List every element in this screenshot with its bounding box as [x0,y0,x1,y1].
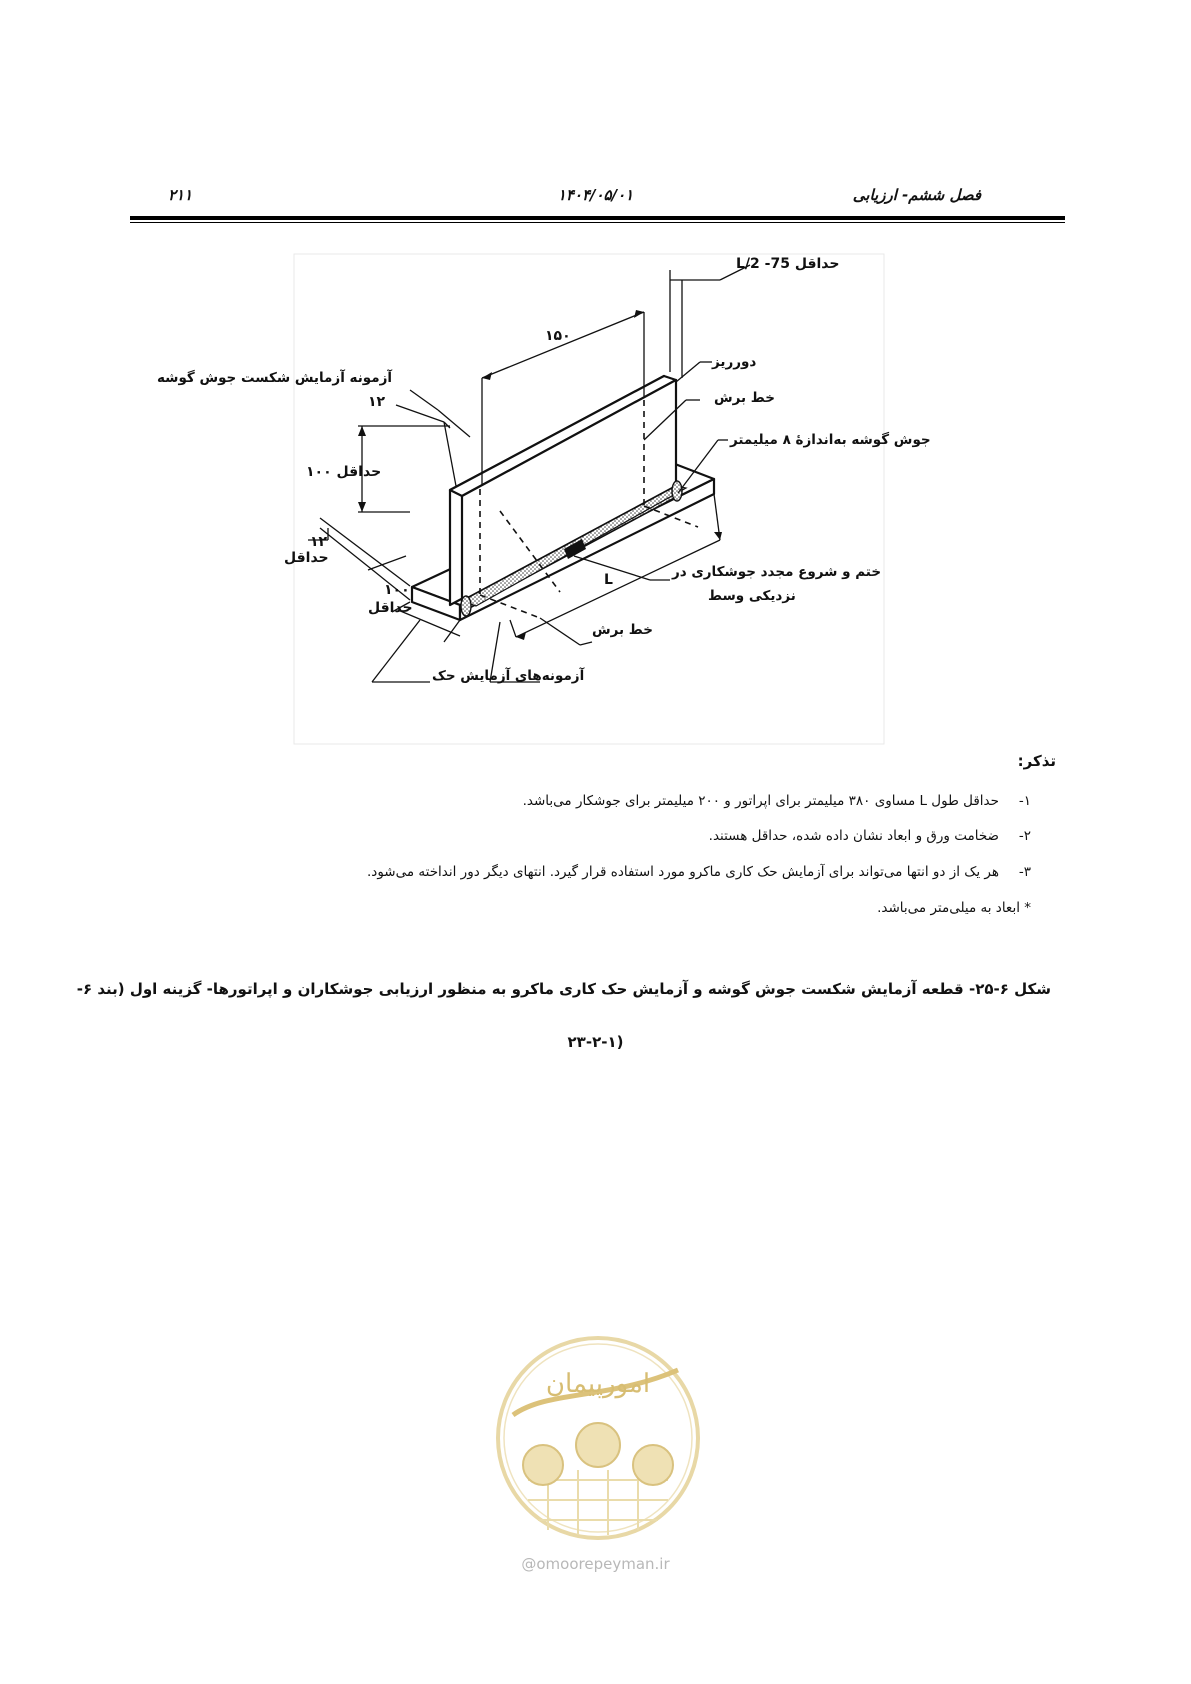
label-min-100: حداقل [368,600,413,616]
label-macro-specimens: آزمونه‌های آزمایش حک [432,668,585,684]
header-rule-thin [130,222,1065,223]
label-cut-line-top: خط برش [714,390,775,406]
note-number: ۳- [1018,864,1031,880]
note-text: حداقل طول L مساوی ۳۸۰ میلیمتر برای اپراتور و ۲۰۰ میلیمتر برای جوشکار می‌باشد. [522,793,999,809]
label-dim-100-min-height: ۱۰۰ حداقل [306,464,382,480]
weld-start [461,596,471,616]
watermark-url: @omoorepeyman.ir [521,1555,670,1573]
page-number: ۲۱۱ [168,186,193,204]
label-fillet-break-specimen: آزمونه آزمایش شکست جوش گوشه [156,370,392,386]
note-number: ۱- [1018,793,1031,809]
label-min-12: حداقل [284,550,329,566]
label-cut-line-bottom: خط برش [592,622,653,638]
watermark-logo-text: امورپیمان [545,1369,651,1399]
note-item-1 [523,793,1031,809]
note-item-3 [367,864,1031,880]
note-text: ضخامت ورق و ابعاد نشان داده شده، حداقل هستند. [708,828,999,844]
fillet-weld-test-diagram [156,250,931,750]
header-date: ۱۴۰۴/۰۵/۰۱ [557,186,634,204]
figure-caption-line2: ۲۳-۲-۱) [567,1033,624,1051]
label-dim-150: ۱۵۰ [545,328,571,344]
label-restart-line2: نزدیکی وسط [708,588,796,604]
label-dim-12-bottom: ۱۲ [310,534,328,550]
label-dim-L: L [604,572,613,588]
figure-caption-line1: شکل ۶-۲۵- قطعه آزمایش شکست جوش گوشه و آزمایش حک کاری ماکرو به منظور ارزیابی جوشکاران و اپراتورها- گزینه اول (بند ۶- [76,980,1051,998]
note-text: هر یک از دو انتها می‌تواند برای آزمایش حک کاری ماکرو مورد استفاده قرار گیرد. انتهای دیگر دور انداخته می‌شود. [367,864,999,880]
label-fillet-weld-8mm: جوش گوشه به‌اندازهٔ ۸ میلیمتر [730,432,931,448]
label-dim-100-bottom: ۱۰۰ [384,582,410,598]
chapter-title: فصل ششم- ارزیابی [852,186,981,204]
label-min-l2-75: حداقل L/2 -75 [736,256,840,272]
note-item-2 [709,828,1031,844]
notes-title: تذکر: [1017,752,1056,770]
label-restart-line1: ختم و شروع مجدد جوشکاری در [672,564,882,580]
label-dim-12-top: ۱۲ [368,394,386,410]
note-number: ۲- [1018,828,1031,844]
weld-end [672,481,682,501]
header-rule-thick [130,216,1065,220]
watermark-logo [488,1330,708,1545]
label-scrap: دورریز [712,354,757,370]
note-footnote: * ابعاد به میلی‌متر می‌باشد. [877,900,1031,916]
